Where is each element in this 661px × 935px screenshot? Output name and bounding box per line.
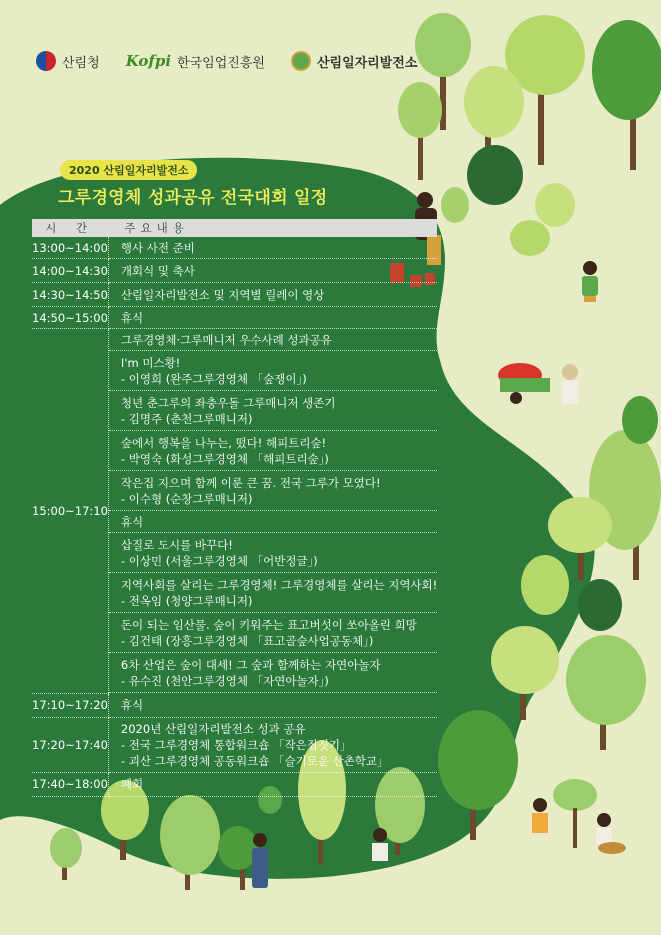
row-time: 14:30~14:50: [32, 283, 108, 307]
session-speaker: - 박영숙 (화성그루경영체 「해피트리숲」): [120, 451, 329, 466]
session-talk-title: 삽질로 도시를 바꾸다!: [120, 537, 233, 552]
running-child: [582, 261, 598, 302]
row-program: 휴식: [108, 693, 437, 717]
table-row: [32, 693, 437, 717]
tree-cluster-top: [398, 13, 661, 256]
logo-bar: [36, 48, 417, 74]
session-speaker: - 이상민 (서울그루경영체 「어반정글」): [120, 553, 318, 568]
row-time: 17:10~17:20: [32, 693, 108, 717]
session-speaker: - 유수진 (천안그루경영체 「자연아놀자」): [120, 673, 329, 688]
session-speaker: - 이수형 (순창그루매니저): [120, 491, 253, 506]
row-program-line: - 괴산 그루경영체 공동워크숍 「슬기로운 산촌학교」: [120, 753, 389, 768]
logo-forest-service-name: 산림청: [62, 55, 100, 71]
row-program: 휴식: [108, 307, 437, 329]
row-program: 개회식 및 축사: [108, 259, 437, 283]
row-program: 행사 사전 준비: [108, 237, 437, 259]
session-talk-title: 돈이 되는 임산물. 숲이 키워주는 표고버섯이 쏘아올린 희망: [120, 617, 417, 632]
table-row: [32, 772, 437, 796]
table-header-row: [32, 219, 437, 237]
row-time: 13:00~14:00: [32, 237, 108, 259]
logo-kofpi-name: 한국임업진흥원: [177, 55, 265, 71]
taegeuk-icon: [36, 51, 56, 71]
row-time: 17:40~18:00: [32, 772, 108, 796]
table-row: [32, 717, 437, 772]
row-program-line: - 전국 그루경영체 통합워크숍 「작은집짓기」: [120, 737, 352, 752]
table-row: [32, 307, 437, 329]
table-row: [32, 329, 437, 351]
kofpi-wordmark: Kofpi: [125, 52, 172, 70]
logo-kofpi: [126, 52, 265, 71]
table-row: [32, 259, 437, 283]
row-program-line: 2020년 산림일자리발전소 성과 공유: [120, 721, 306, 736]
row-program: 산림일자리발전소 및 지역별 릴레이 영상: [108, 283, 437, 307]
session-heading: 그루경영체·그루매니저 우수사례 성과공유: [108, 329, 437, 351]
session-talk-title: I'm 미스황!: [120, 355, 181, 370]
session-speaker: - 김건태 (장흥그루경영체 「표고골숲사업공동체」): [120, 633, 374, 648]
column-header-program: 주요내용: [108, 219, 437, 237]
session-speaker: - 이영희 (완주그루경영체 「숲쟁이」): [120, 371, 307, 386]
table-row: [32, 237, 437, 259]
row-time: 14:50~15:00: [32, 307, 108, 329]
logo-job-center: [291, 51, 417, 71]
session-speaker: - 전옥임 (청양그루매니저): [120, 593, 253, 608]
session-talk-title: 청년 춘그루의 좌충우돌 그루매니저 생존기: [120, 395, 336, 410]
table-row: [32, 283, 437, 307]
row-time: 17:20~17:40: [32, 717, 108, 772]
row-time: 15:00~17:10: [32, 329, 108, 694]
column-header-time: 시 간: [32, 219, 108, 237]
leaf-icon: [291, 51, 311, 71]
logo-job-center-name: 산림일자리발전소: [316, 55, 418, 71]
event-badge: 2020 산림일자리발전소: [60, 160, 197, 180]
page-title: 그루경영체 성과공유 전국대회 일정: [58, 188, 328, 208]
row-program: 폐회: [108, 772, 437, 796]
session-speaker: - 김명주 (춘천그루매니저): [120, 411, 253, 426]
logo-forest-service: [36, 51, 100, 71]
session-talk-title: 숲에서 행복을 나누는, 떴다! 해피트리숲!: [120, 435, 327, 450]
session-break-label: 휴식: [108, 511, 437, 533]
row-time: 14:00~14:30: [32, 259, 108, 283]
session-talk-title: 6차 산업은 숲이 대세! 그 숲과 함께하는 자연아놀자: [120, 657, 381, 672]
session-talk-title: 지역사회를 살리는 그루경영체! 그루경영체를 살리는 지역사회!: [120, 577, 438, 592]
schedule-table: [32, 219, 437, 797]
wheelbarrow-figure: [498, 363, 578, 404]
session-talk-title: 작은집 지으며 함께 이룬 큰 꿈. 전국 그루가 모였다!: [120, 475, 381, 490]
